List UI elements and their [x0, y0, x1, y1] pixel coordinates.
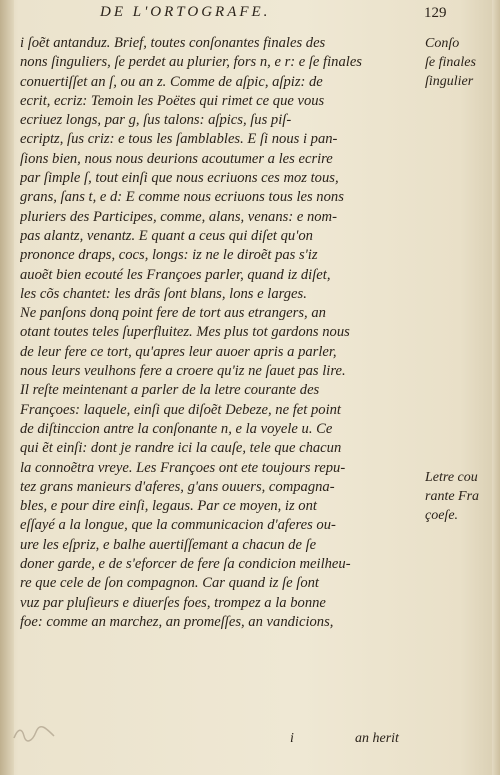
text-line: foe: comme an marchez, an promeſſes, an vandicions, [20, 613, 334, 630]
catchword: an herit [355, 731, 399, 746]
text-line: nons ſinguliers, ſe perdet au plurier, fors n, e r: e ſe finales [20, 54, 362, 71]
running-head: DE L'ORTOGRAFE. [100, 4, 271, 20]
library-stamp-icon [12, 724, 56, 744]
text-line: la connoẽtra vreye. Les Françoes ont ete toujours repu- [20, 459, 346, 476]
margin-note-line: Letre cou [425, 470, 478, 485]
text-line: de leur fere ce tort, qu'apres leur auoer apris a parler, [20, 343, 337, 360]
body-text [20, 34, 422, 632]
margin-word: ſe finales [425, 55, 476, 70]
text-line: tez grans manieurs d'aferes, g'ans ouuers, compagna- [20, 478, 335, 495]
page-gutter [0, 0, 14, 775]
text-line: bles, e pour dire einſi, legaus. Par ce moyen, iz ont [20, 498, 317, 515]
text-line: otant toutes teles ſuperfluitez. Mes plus tot gardons nous [20, 324, 350, 341]
margin-word: ſingulier [425, 74, 474, 89]
text-line: ecriuez longs, par g, ſus talons: aſpics, ſus piſ- [20, 112, 292, 129]
margin-note-line: çoeſe. [425, 508, 459, 523]
text-line: Ne panſons donq point fere de tort aus etrangers, an [20, 305, 326, 322]
text-line: ure les eſpriz, e balhe auertiſſemant a chacun de ſe [20, 536, 317, 553]
text-line: conuertiſſet an ſ, ou an z. Comme de aſpic, aſpiz: de [20, 73, 323, 90]
text-line: ecrit, ecriz: Temoin les Poëtes qui rimet ce que vous [20, 92, 325, 109]
text-line: i ſoẽt antanduz. Brief, toutes conſonantes finales des [20, 35, 326, 51]
text-line: ſions bien, nous nous deurions acoutumer a les ecrire [20, 150, 333, 167]
text-line: pluriers des Participes, comme, alans, venans: e nom- [20, 208, 337, 225]
page-number: 129 [424, 5, 447, 21]
text-line: auoẽt bien ecouté les Françoes parler, quand iz diſet, [20, 266, 331, 283]
text-line: eſſayé a la longue, que la communicacion d'aferes ou- [20, 517, 336, 534]
text-line: par ſimple ſ, tout einſi que nous ecriuons ces moz tous, [20, 170, 339, 187]
text-line: Françoes: laquele, einſi que diſoẽt Debeze, ne fet point [20, 401, 341, 418]
text-line: prononce draps, cocs, longs: iz ne le diroẽt pas s'iz [20, 247, 318, 264]
signature-mark: i [290, 731, 294, 746]
margin-note-line: rante Fra [425, 489, 480, 504]
text-line: vuz par pluſieurs e diuerſes foes, trompez a la bonne [20, 594, 326, 611]
text-line: de diſtinccion antre la conſonante n, e la voyele u. Ce [20, 420, 333, 437]
margin-word: Conſo [425, 36, 460, 51]
text-line: re que cele de ſon compagnon. Car quand iz ſe ſont [20, 575, 319, 592]
text-line: Il reſte meintenant a parler de la letre courante des [20, 382, 320, 399]
text-line: grans, ſans t, e d: E comme nous ecriuons tous les nons [20, 189, 344, 206]
text-line: doner garde, e de s'eforcer de fere ſa condicion meilheu- [20, 556, 351, 573]
text-line: nous leurs veulhons fere a croere qu'iz ne ſauet pas lire. [20, 363, 346, 380]
page-edge [492, 0, 500, 775]
text-line: ecriptz, ſus criz: e tous les ſamblables. E ſi nous i pan- [20, 131, 338, 148]
text-line: qui ẽt einſi: dont je randre ici la cauſe, tele que chacun [20, 440, 342, 457]
text-line: pas alantz, venantz. E quant a ceus qui diſet qu'on [20, 227, 313, 244]
text-line: les cõs chantet: les drãs ſont blans, lons e larges. [20, 285, 307, 302]
